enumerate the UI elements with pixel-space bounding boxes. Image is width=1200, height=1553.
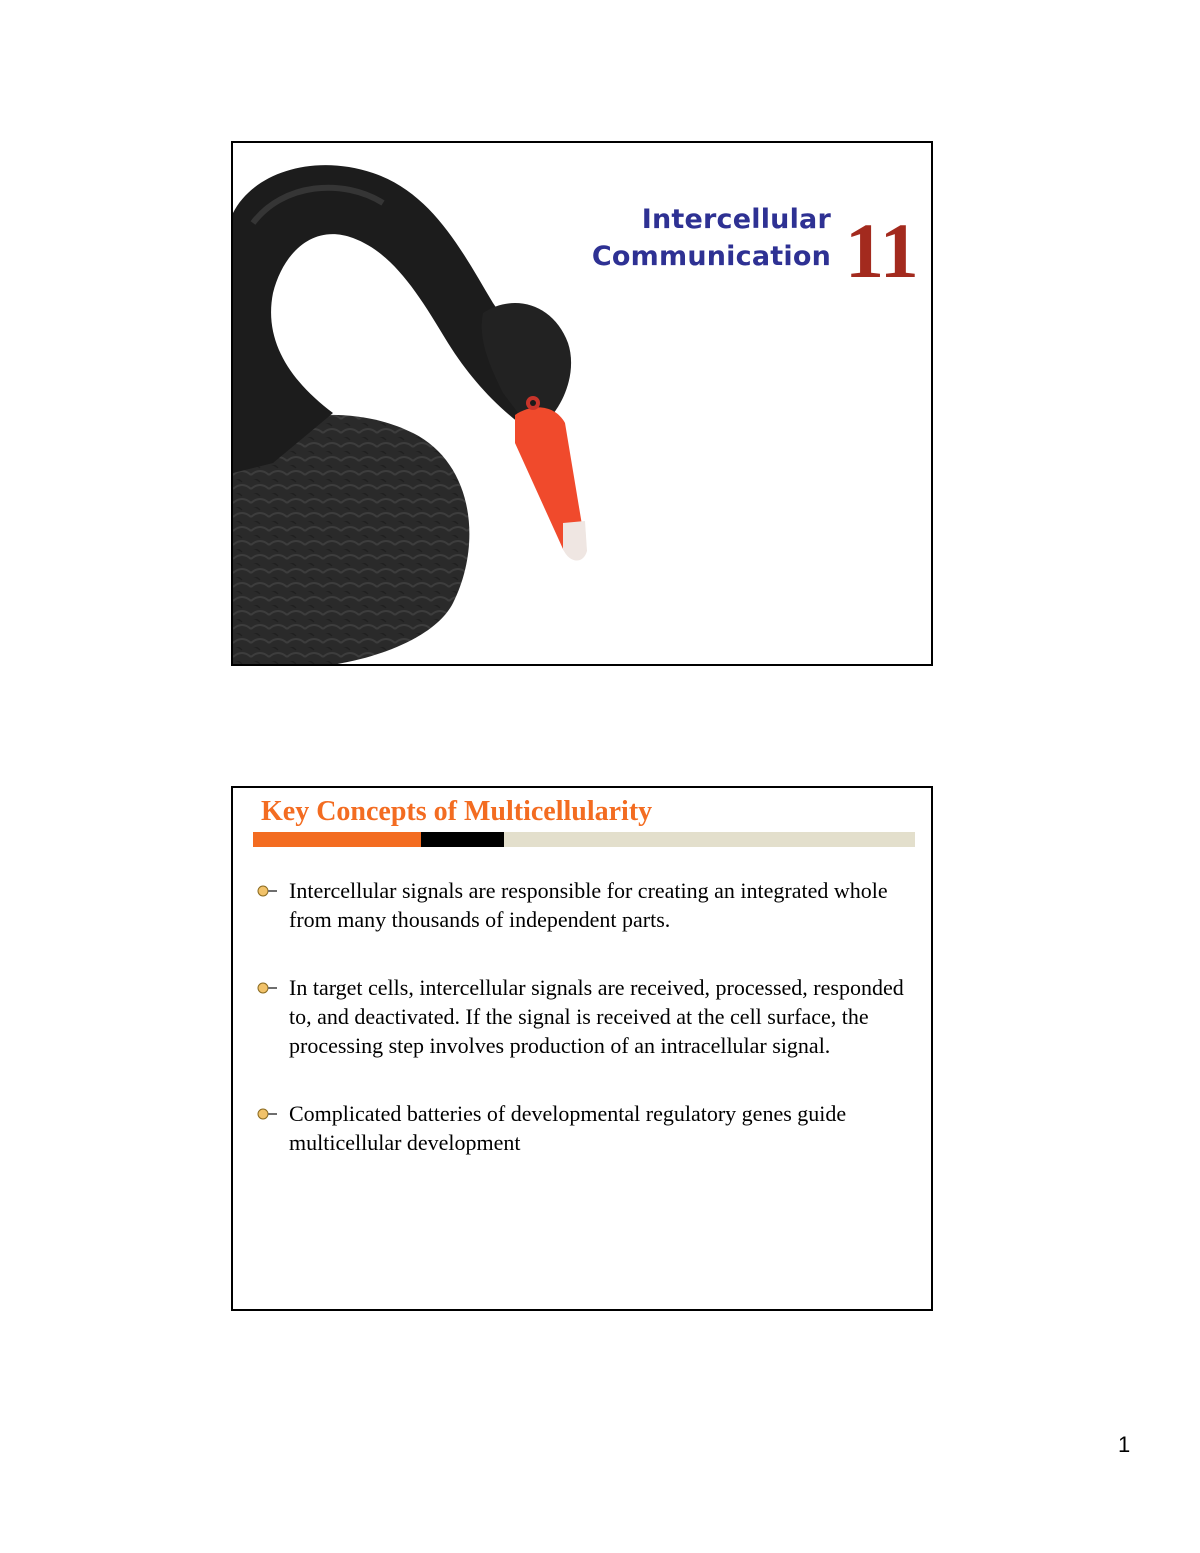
slide-title — [592, 201, 831, 275]
list-item — [257, 876, 917, 934]
key-concepts-slide — [231, 786, 933, 1311]
rule-segment-black — [421, 832, 504, 847]
chapter-number: 11 — [845, 207, 919, 294]
bullet-text: Complicated batteries of developmental regulatory genes guide multicellular development — [289, 1101, 847, 1155]
rule-segment-tan — [504, 832, 915, 847]
heading-rule — [253, 832, 915, 847]
rule-segment-orange — [253, 832, 421, 847]
bullet-text: In target cells, intercellular signals are received, processed, responded to, and deactivated. If the signal is received at the cell surface, the processing step involves production of an intracellular signal. — [289, 975, 904, 1058]
page-number: 1 — [1118, 1432, 1131, 1457]
bullet-text: Intercellular signals are responsible for creating an integrated whole from many thousands of independent parts. — [289, 878, 888, 932]
title-line-2: Communication — [591, 241, 831, 272]
bullet-pin-icon — [257, 876, 289, 905]
bullet-pin-icon — [257, 973, 289, 1002]
title-line-1: Intercellular — [641, 204, 831, 235]
title-slide — [231, 141, 933, 666]
list-item — [257, 1099, 917, 1157]
list-item — [257, 973, 917, 1060]
bullet-list — [257, 876, 917, 1196]
slide-heading: Key Concepts of Multicellularity — [261, 796, 653, 827]
bullet-pin-icon — [257, 1099, 289, 1128]
